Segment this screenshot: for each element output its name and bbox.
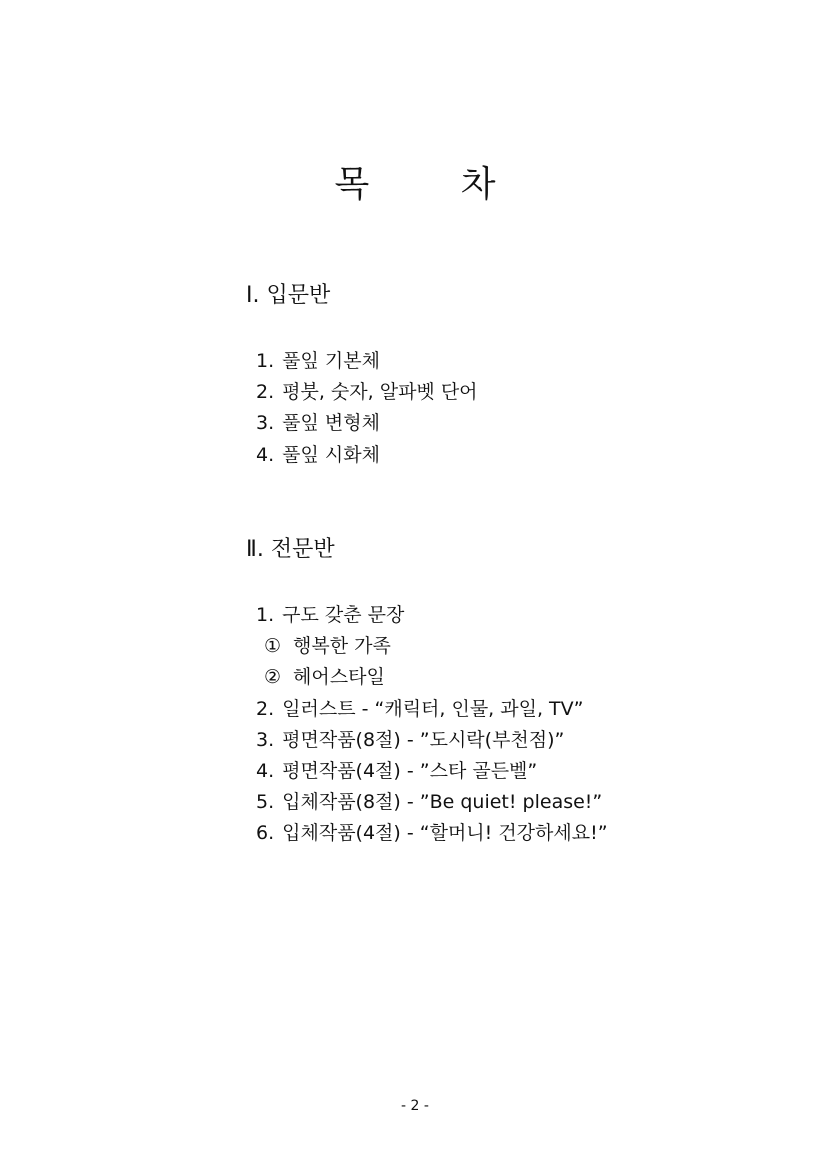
toc-subitem (256, 662, 608, 693)
toc-item-text: 평면작품(4절) - ”스타 골든벨” (282, 759, 538, 782)
toc-item (256, 408, 478, 439)
toc-item-text: 구도 갖춘 문장 (282, 604, 405, 626)
toc-item-number: 2. (256, 381, 275, 404)
toc-item-number: 6. (256, 822, 275, 845)
toc-item-number: 4. (256, 759, 275, 782)
toc-item-number: 3. (256, 412, 275, 435)
toc-item-number: 2. (256, 697, 275, 720)
toc-item-text: 풀잎 변형체 (282, 412, 380, 435)
toc-item (256, 346, 478, 377)
section-heading-beginner: Ⅰ. 입문반 (246, 283, 331, 308)
toc-item (256, 694, 608, 725)
toc-subitem-text: 행복한 가족 (293, 635, 391, 658)
toc-item-text: 입체작품(8절) - ”Be quiet! please!” (282, 791, 603, 814)
toc-item-number: 3. (256, 728, 275, 751)
section-heading-advanced: Ⅱ. 전문반 (246, 537, 335, 562)
toc-item (256, 377, 478, 408)
toc-item-text: 풀잎 기본체 (282, 350, 380, 372)
toc-item-text: 일러스트 - “캐릭터, 인물, 과일, TV” (282, 697, 584, 720)
toc-subitem-number: ② (264, 666, 282, 689)
toc-item (256, 725, 608, 756)
toc-item-number: 1. (256, 604, 275, 626)
beginner-toc-list (256, 346, 478, 471)
toc-subitem-text: 헤어스타일 (293, 666, 385, 689)
toc-item-text: 평붓, 숫자, 알파벳 단어 (282, 381, 478, 404)
page-number: - 2 - (401, 1098, 429, 1114)
advanced-toc-list (256, 600, 608, 850)
toc-item-text: 평면작품(8절) - ”도시락(부천점)” (282, 728, 565, 751)
toc-item (256, 756, 608, 787)
toc-item-text: 풀잎 시화체 (282, 443, 380, 466)
toc-item-number: 4. (256, 443, 275, 466)
toc-subitem-number: ① (264, 635, 282, 658)
toc-item (256, 787, 608, 818)
page-title: 목 차 (334, 164, 536, 205)
toc-item-number: 1. (256, 350, 275, 372)
toc-item-text: 입체작품(4절) - “할머니! 건강하세요!” (282, 822, 608, 845)
toc-item (256, 440, 478, 471)
toc-subitem (256, 631, 608, 662)
toc-item (256, 600, 608, 631)
toc-item-number: 5. (256, 791, 275, 814)
toc-item (256, 818, 608, 849)
